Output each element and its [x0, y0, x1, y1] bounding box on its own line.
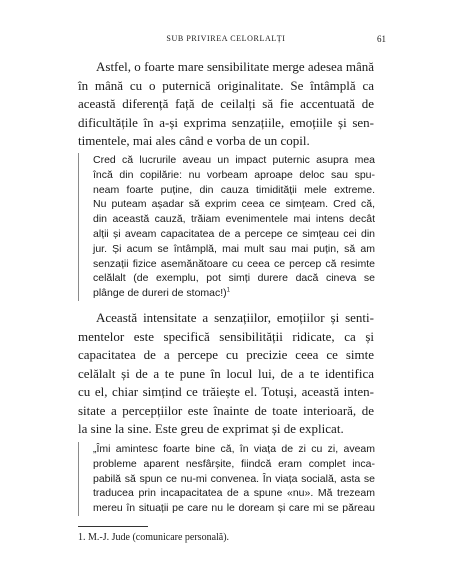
quote-line: alții și aveam capacitatea de a percepe ce simțeau cei din: [93, 227, 375, 240]
quote-line-text: plânge de dureri de stomac!): [93, 287, 227, 300]
block-quote-2: [78, 442, 375, 516]
text-line: în mână cu o puternică originalitate. Se întâmplă ca: [78, 77, 374, 93]
text-line: mentelor este specifică sensibilității ridicate, ca și: [78, 328, 374, 344]
text-line: Astfel, o foarte mare sensibilitate merge adesea mână: [96, 59, 374, 74]
paragraph-1: [78, 58, 374, 151]
quote-line: senzații fizice asemănătoare cu ceea ce percep că resimte: [93, 257, 375, 270]
page-number: 61: [377, 34, 386, 44]
text-line: la sine la sine. Este greu de exprimat și de explicat.: [78, 421, 344, 436]
quote-line: mereu în situații pe care nu le doream și care mi se păreau: [93, 502, 375, 515]
text-line: această diferență față de ceilalți să fie accentuată de: [78, 96, 374, 111]
text-line: cu el, chiar simțind ce trăiește el. Totuși, această inten-: [78, 384, 374, 399]
quote-line: jur. Și acum se întâmplă, mai mult sau mai puțin, să am: [93, 242, 375, 255]
quote-line: încă din copilărie: nu vorbeam aproape deloc sau spu-: [93, 168, 375, 181]
paragraph-2: [78, 309, 374, 439]
quote-line: din această cauză, trăiam evenimentele mai intens decât: [93, 213, 375, 226]
text-line: celălalt și de a te pune în locul lui, de a te identifica: [78, 365, 374, 381]
footnote-divider: [78, 526, 148, 527]
quote-line: Cred că lucrurile aveau un impact puternic asupra mea: [93, 154, 375, 166]
text-line: capacitatea de a percepe cu precizie ceea ce simte: [78, 347, 374, 362]
quote-line: Nu puteam așadar să exprim ceea ce simțeam. Cred că,: [93, 198, 375, 211]
quote-line: neam foarte puține, din cauza timidității mele extreme.: [93, 183, 375, 196]
running-header: [0, 34, 452, 48]
block-quote-1: [78, 153, 375, 301]
quote-line: „Îmi amintesc foarte bine că, în viața de zi cu zi, aveam: [93, 443, 375, 455]
quote-line: traducea prin incapacitatea de a spune «nu». Mă trezeam: [93, 487, 375, 500]
running-title: SUB PRIVIREA CELORLALȚI: [166, 34, 286, 43]
text-line: Această intensitate a senzațiilor, emoțiilor și senti-: [96, 310, 374, 325]
text-line: sitate a percepțiilor este înainte de toate interioară, de: [78, 402, 374, 418]
footnote-reference: 1: [226, 287, 231, 294]
quote-line: [93, 286, 375, 301]
text-line: timentele, mai ales când e vorba de un copil.: [78, 133, 310, 148]
quote-line: probleme aparent nesfârșite, fiindcă eram complet inca-: [93, 457, 375, 470]
quote-line: celălalt (de exemplu, pot simți durere dacă cineva se: [93, 272, 375, 285]
footnote: 1. M.-J. Jude (comunicare personală).: [78, 532, 230, 543]
text-line: dificultățile în a-și exprima senzațiile, emoțiile și sen-: [78, 114, 374, 130]
quote-line: pabilă să spun ce nu-mi convenea. În viața socială, asta se: [93, 472, 375, 485]
